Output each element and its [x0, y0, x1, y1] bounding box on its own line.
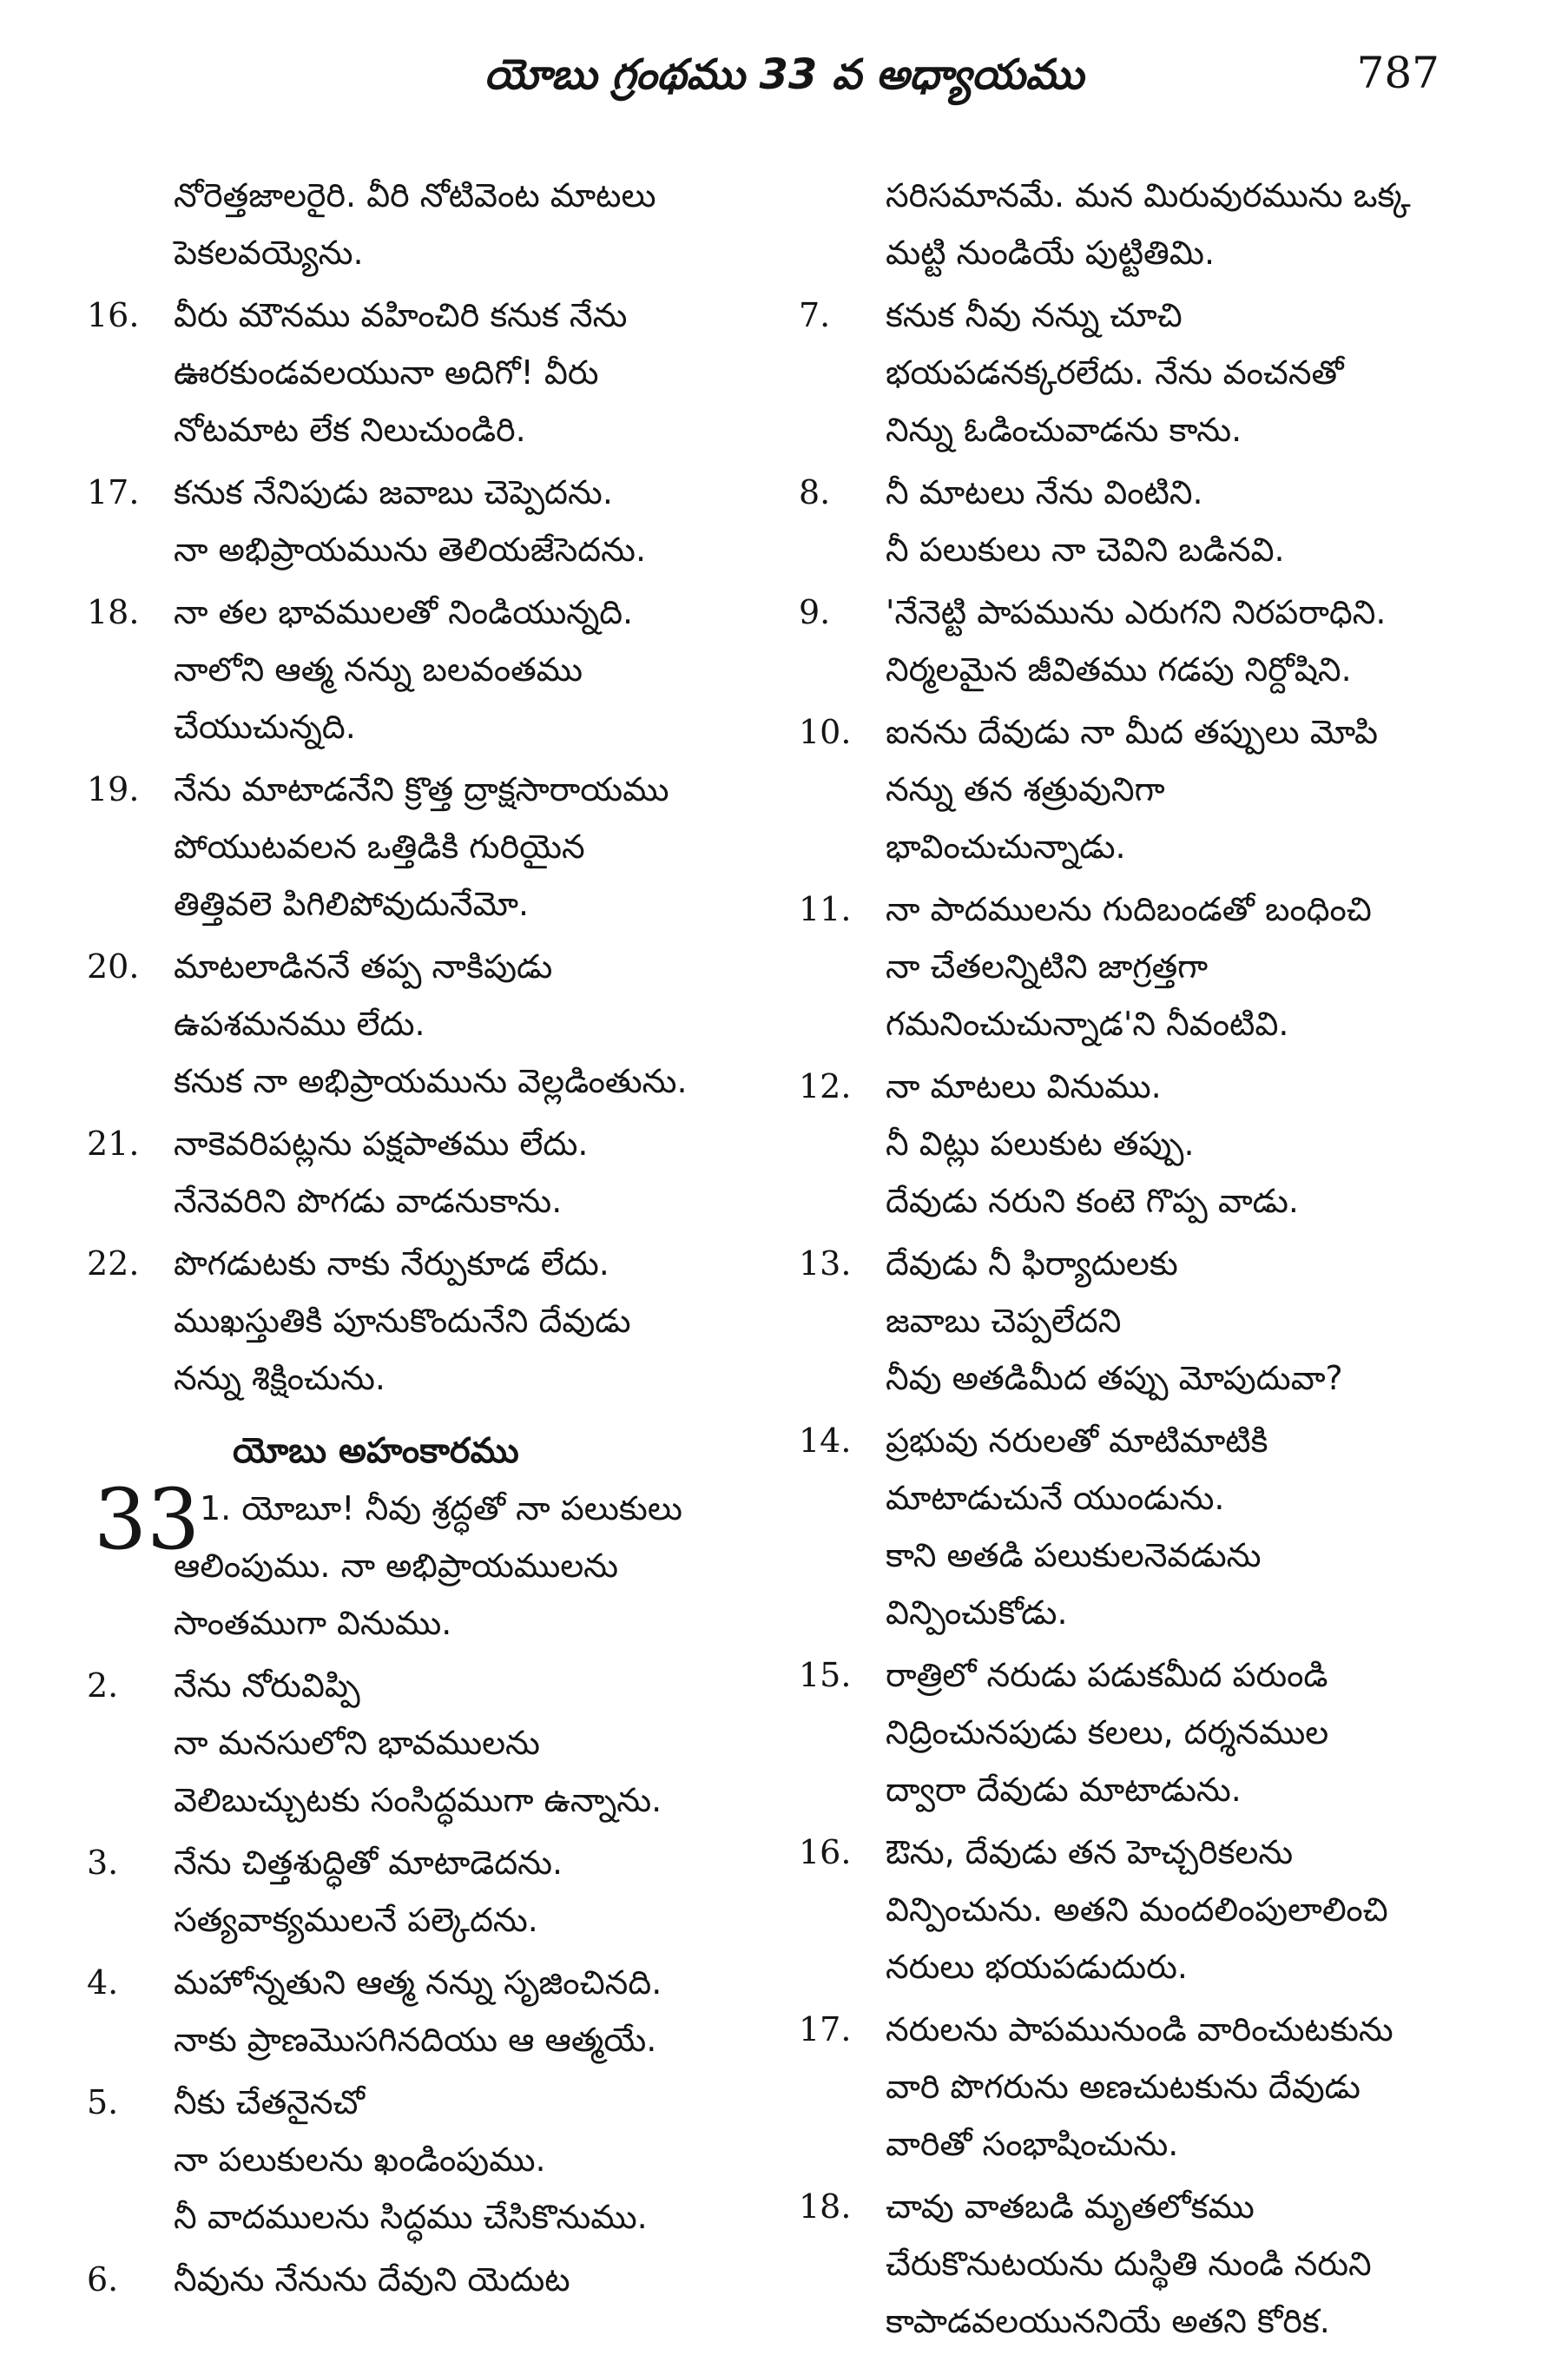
verse-line: చావు వాతబడి మృతలోకము	[886, 2187, 1255, 2226]
verse-line: నిన్ను ఓడించువాడను కాను.	[886, 411, 1242, 449]
verse-number: 20.	[87, 947, 140, 986]
verse	[799, 2001, 1493, 2173]
verse-line: నరులు భయపడుదురు.	[886, 1948, 1188, 1986]
verse	[87, 1657, 781, 1829]
verse-line: నా పలుకులను ఖండింపుము.	[174, 2141, 546, 2179]
verse	[799, 1646, 1493, 1818]
verse	[87, 2074, 781, 2246]
verse-number: 15.	[799, 1656, 852, 1694]
verse-line: కనుక నేనిపుడు జవాబు చెప్పెదను.	[174, 473, 613, 511]
verse	[87, 938, 781, 1110]
verse-line: నా పాదములను గుదిబండతో బంధించి	[886, 890, 1372, 928]
right-column	[799, 167, 1493, 2355]
verse-line: నేను నోరువిప్పి	[174, 1666, 360, 1705]
verse	[799, 2178, 1493, 2350]
verse-number: 17.	[799, 2010, 852, 2048]
verse-line: జవాబు చెప్పలేదని	[886, 1302, 1122, 1340]
verse-line: వీరు మౌనము వహించిరి కనుక నేను	[174, 296, 628, 334]
verse-number: 5.	[87, 2083, 119, 2121]
verse-number: 4.	[87, 1963, 119, 2002]
verse-line: రాత్రిలో నరుడు పడుకమీద పరుండి	[886, 1656, 1328, 1694]
verse-line: 'నేనెట్టి పాపమును ఎరుగని నిరపరాధిని.	[886, 593, 1387, 631]
verse-line: వారి పొగరును అణచుటకును దేవుడు	[886, 2068, 1360, 2106]
verse-line: తిత్తివలె పిగిలిపోవుదునేమో.	[174, 885, 530, 923]
verse-line: 1. యోబూ! నీవు శ్రద్ధతో నా పలుకులు	[200, 1489, 682, 1527]
verse-line: గమనించుచున్నాడ'ని నీవంటివి.	[886, 1005, 1289, 1043]
verse-line: వెలిబుచ్చుటకు సంసిద్ధముగా ఉన్నాను.	[174, 1781, 662, 1819]
verse-number: 17.	[87, 473, 140, 511]
verse-line: ప్రభువు నరులతో మాటిమాటికి	[886, 1422, 1268, 1460]
verse-number: 3.	[87, 1844, 119, 1882]
verse-line: నీ వాదములను సిద్ధము చేసికొనుము.	[174, 2198, 648, 2236]
verse-line: నీ మాటలు నేను వింటిని.	[886, 473, 1203, 511]
verse-line: విన్పించుకోడు.	[886, 1593, 1068, 1632]
verse-line: కనుక నా అభిప్రాయమును వెల్లడింతును.	[174, 1062, 688, 1100]
verse-line: నరులను పాపమునుండి వారించుటకును	[886, 2010, 1393, 2048]
verse-number: 16.	[87, 296, 140, 334]
verse-number: 21.	[87, 1125, 140, 1163]
verse-line: వారితో సంభాషించును.	[886, 2125, 1179, 2163]
verse-line: కాని అతడి పలుకులనెవడును	[886, 1536, 1262, 1574]
verse-line: మట్టి నుండియే పుట్టితిమి.	[886, 234, 1216, 272]
verse-number: 10.	[799, 713, 852, 751]
verse-number: 9.	[799, 593, 831, 631]
verse-number: 12.	[799, 1067, 852, 1105]
verse-line: నా మనసులోని భావములను	[174, 1724, 540, 1762]
page-number: 787	[1356, 48, 1440, 98]
verse-line: నేను మాటాడనేని క్రొత్త ద్రాక్షసారాయము	[174, 770, 669, 808]
verse-line: నాకెవరిపట్లను పక్షపాతము లేదు.	[174, 1125, 589, 1163]
verse	[799, 464, 1493, 578]
verse-line: దేవుడు నీ ఫిర్యాదులకు	[886, 1244, 1178, 1283]
verse-line: నిద్రించునపుడు కలలు, దర్శనముల	[886, 1713, 1329, 1751]
verse	[799, 1412, 1493, 1641]
verse-continuation	[87, 167, 781, 281]
verse-line: ఐనను దేవుడు నా మీద తప్పులు మోపి	[886, 713, 1379, 751]
verse-line: మాటాడుచునే యుండును.	[886, 1479, 1225, 1517]
verse-line: నన్ను శిక్షించును.	[174, 1359, 385, 1397]
verse	[87, 584, 781, 755]
verse-line: ఊరకుండవలయునా అదిగో! వీరు	[174, 353, 599, 392]
verse-line: నేనెవరిని పొగడు వాడనుకాను.	[174, 1182, 563, 1220]
verse-number: 22.	[87, 1244, 140, 1283]
verse-number: 8.	[799, 473, 831, 511]
verse	[87, 464, 781, 578]
verse-line: సత్యవాక్యములనే పల్కెదను.	[174, 1901, 538, 1939]
verse-line: ఔను, దేవుడు తన హెచ్చరికలను	[886, 1833, 1294, 1871]
verse	[799, 703, 1493, 875]
verse-line: నా అభిప్రాయమును తెలియజేసెదను.	[174, 531, 647, 569]
verse-line: చేరుకొనుటయను దుస్థితి నుండి నరుని	[886, 2245, 1372, 2283]
verse-line: నా తల భావములతో నిండియున్నది.	[174, 593, 634, 631]
verse-line: కనుక నీవు నన్ను చూచి	[886, 296, 1183, 334]
verse-line: ముఖస్తుతికి పూనుకొందునేని దేవుడు	[174, 1302, 631, 1340]
verse-line: పోయుటవలన ఒత్తిడికి గురియైన	[174, 828, 585, 866]
verse-line: ద్వారా దేవుడు మాటాడును.	[886, 1771, 1242, 1809]
chapter-opening-verse	[87, 1471, 781, 1652]
verse-number: 18.	[799, 2187, 852, 2226]
verse-number: 13.	[799, 1244, 852, 1283]
verse	[87, 1115, 781, 1230]
verse-number: 18.	[87, 593, 140, 631]
verse	[799, 287, 1493, 458]
verse	[799, 1058, 1493, 1230]
verse-line: నీ పలుకులు నా చెవిని బడినవి.	[886, 531, 1285, 569]
verse-number: 2.	[87, 1666, 119, 1705]
verse	[87, 2251, 781, 2308]
verse-number: 19.	[87, 770, 140, 808]
verse	[87, 1834, 781, 1949]
chapter-number: 33	[94, 1471, 201, 1568]
verse-line: పొగడుటకు నాకు నేర్పుకూడ లేదు.	[174, 1244, 609, 1283]
verse-line: ఉపశమనము లేదు.	[174, 1005, 425, 1043]
verse-line: నోటమాట లేక నిలుచుండిరి.	[174, 411, 526, 449]
verse-line: నా మాటలు వినుము.	[886, 1067, 1162, 1105]
verse-line: నన్ను తన శత్రువునిగా	[886, 770, 1165, 808]
verse-line: నిర్మలమైన జీవితము గడపు నిర్దోషిని.	[886, 650, 1352, 689]
section-heading: యోబు అహంకారము	[233, 1431, 519, 1471]
verse-number: 16.	[799, 1833, 852, 1871]
verse-line: పెకలవయ్యెను.	[174, 234, 364, 272]
verse-line: భావించుచున్నాడు.	[886, 828, 1126, 866]
verse-line: సరిసమానమే. మన మిరువురమును ఒక్క	[886, 176, 1411, 214]
verse	[87, 287, 781, 458]
verse	[799, 584, 1493, 698]
verse-line: నీ విట్లు పలుకుట తప్పు.	[886, 1125, 1195, 1163]
verse-number: 14.	[799, 1422, 852, 1460]
verse-line: చేయుచున్నది.	[174, 708, 356, 746]
verse-line: నేను చిత్తశుద్ధితో మాటాడెదను.	[174, 1844, 563, 1882]
verse-line: నా చేతలన్నిటిని జాగ్రత్తగా	[886, 947, 1209, 986]
verse-continuation	[799, 167, 1493, 281]
verse-number: 11.	[799, 890, 852, 928]
verse-line: సాంతముగా వినుము.	[174, 1604, 452, 1642]
verse	[87, 1954, 781, 2068]
verse	[799, 881, 1493, 1052]
verse-line: నీకు చేతనైనచో	[174, 2083, 366, 2121]
verse-line: ఆలింపుము. నా అభిప్రాయములను	[174, 1547, 618, 1585]
verse-line: విన్పించును. అతని మందలింపులాలించి	[886, 1890, 1388, 1929]
running-header-title: యోబు గ్రంథము 33 వ అధ్యాయము	[484, 50, 1084, 99]
verse-line: దేవుడు నరుని కంటె గొప్ప వాడు.	[886, 1182, 1300, 1220]
verse	[87, 761, 781, 933]
left-column	[87, 167, 781, 2313]
verse	[799, 1824, 1493, 1995]
verse-line: నోరెత్తజాలరైరి. వీరి నోటివెంట మాటలు	[174, 176, 656, 214]
verse-line: నాలోని ఆత్మ నన్ను బలవంతము	[174, 650, 583, 689]
verse	[87, 1235, 781, 1407]
verse-line: నీవును నేనును దేవుని యెదుట	[174, 2260, 570, 2299]
verse-line: భయపడనక్కరలేదు. నేను వంచనతో	[886, 353, 1344, 392]
verse-line: నాకు ప్రాణమొసగినదియు ఆ ఆత్మయే.	[174, 2021, 657, 2059]
verse	[799, 1235, 1493, 1407]
verse-number: 6.	[87, 2260, 119, 2299]
verse-line: మహోన్నతుని ఆత్మ నన్ను సృజించినది.	[174, 1963, 662, 2002]
verse-number: 7.	[799, 296, 831, 334]
verse-line: నీవు అతడిమీద తప్పు మోపుదువా?	[886, 1359, 1343, 1397]
verse-line: మాటలాడిననే తప్ప నాకిపుడు	[174, 947, 553, 986]
verse-line: కాపాడవలయుననియే అతని కోరిక.	[886, 2302, 1330, 2340]
